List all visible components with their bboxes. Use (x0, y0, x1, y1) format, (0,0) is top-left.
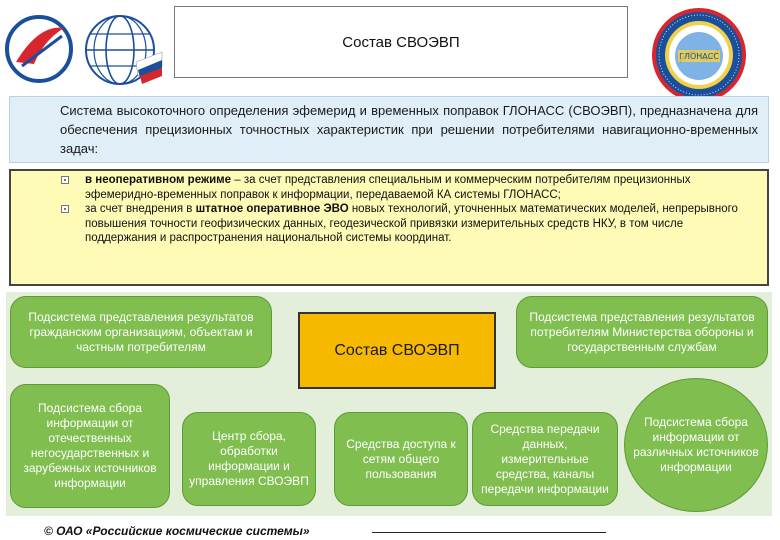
roscosmos-logo-icon (4, 14, 74, 84)
intro-text: Система высокоточного определения эфемерид и временных поправок ГЛОНАСС (СВОЭВП), предназначена для обеспечения прецизионных точностных характеристик при решении потребителями навигационно-временных задач: (9, 96, 769, 163)
square-bullet-icon (61, 205, 69, 213)
globe-logo-icon (80, 10, 164, 90)
list-item-bold: в неоперативном режиме (85, 174, 232, 186)
list-item (85, 202, 753, 246)
node-center-processing: Центр сбора, обработки информации и управления СВОЭВП (182, 412, 316, 506)
footer-divider (372, 532, 606, 533)
glonass-seal-logo-icon (650, 6, 748, 104)
node-civil-results: Подсистема представления результатов гражданским организациям, объектам и частным потребителям (10, 296, 272, 368)
node-data-transmission: Средства передачи данных, измерительные средства, каналы передачи информации (472, 412, 618, 506)
list-item-text: – за счет представления специальным и коммерческим потребителям прецизионных эфемеридно-временных поправок к информации, передаваемой КА системы ГЛОНАСС; (85, 174, 691, 201)
purpose-list (9, 169, 769, 286)
list-item (85, 173, 753, 202)
node-defense-results: Подсистема представления результатов потребителям Министерства обороны и государственным службам (516, 296, 768, 368)
node-collection-domestic: Подсистема сбора информации от отечественных негосударственных и зарубежных источников информации (10, 384, 170, 508)
list-item-bold: штатное оперативное ЭВО (195, 203, 349, 215)
square-bullet-icon (61, 176, 69, 184)
node-collection-various: Подсистема сбора информации от различных источников информации (624, 378, 768, 512)
svg-text:ГЛОНАСС: ГЛОНАСС (679, 52, 719, 61)
page-title: Состав СВОЭВП (174, 6, 628, 78)
list-item-prefix: за счет внедрения в (85, 203, 196, 215)
list-item-text: новых технологий, уточненных математических моделей, непрерывного повышения точности геофизических данных, геодезической привязки измерительных средств НКУ, в том числе поддержания и распространения национальной системы координат. (85, 203, 738, 244)
footer-copyright: © ОАО «Российские космические системы» (44, 524, 310, 538)
center-title-box: Состав СВОЭВП (298, 312, 496, 389)
node-public-networks: Средства доступа к сетям общего пользования (334, 412, 468, 506)
